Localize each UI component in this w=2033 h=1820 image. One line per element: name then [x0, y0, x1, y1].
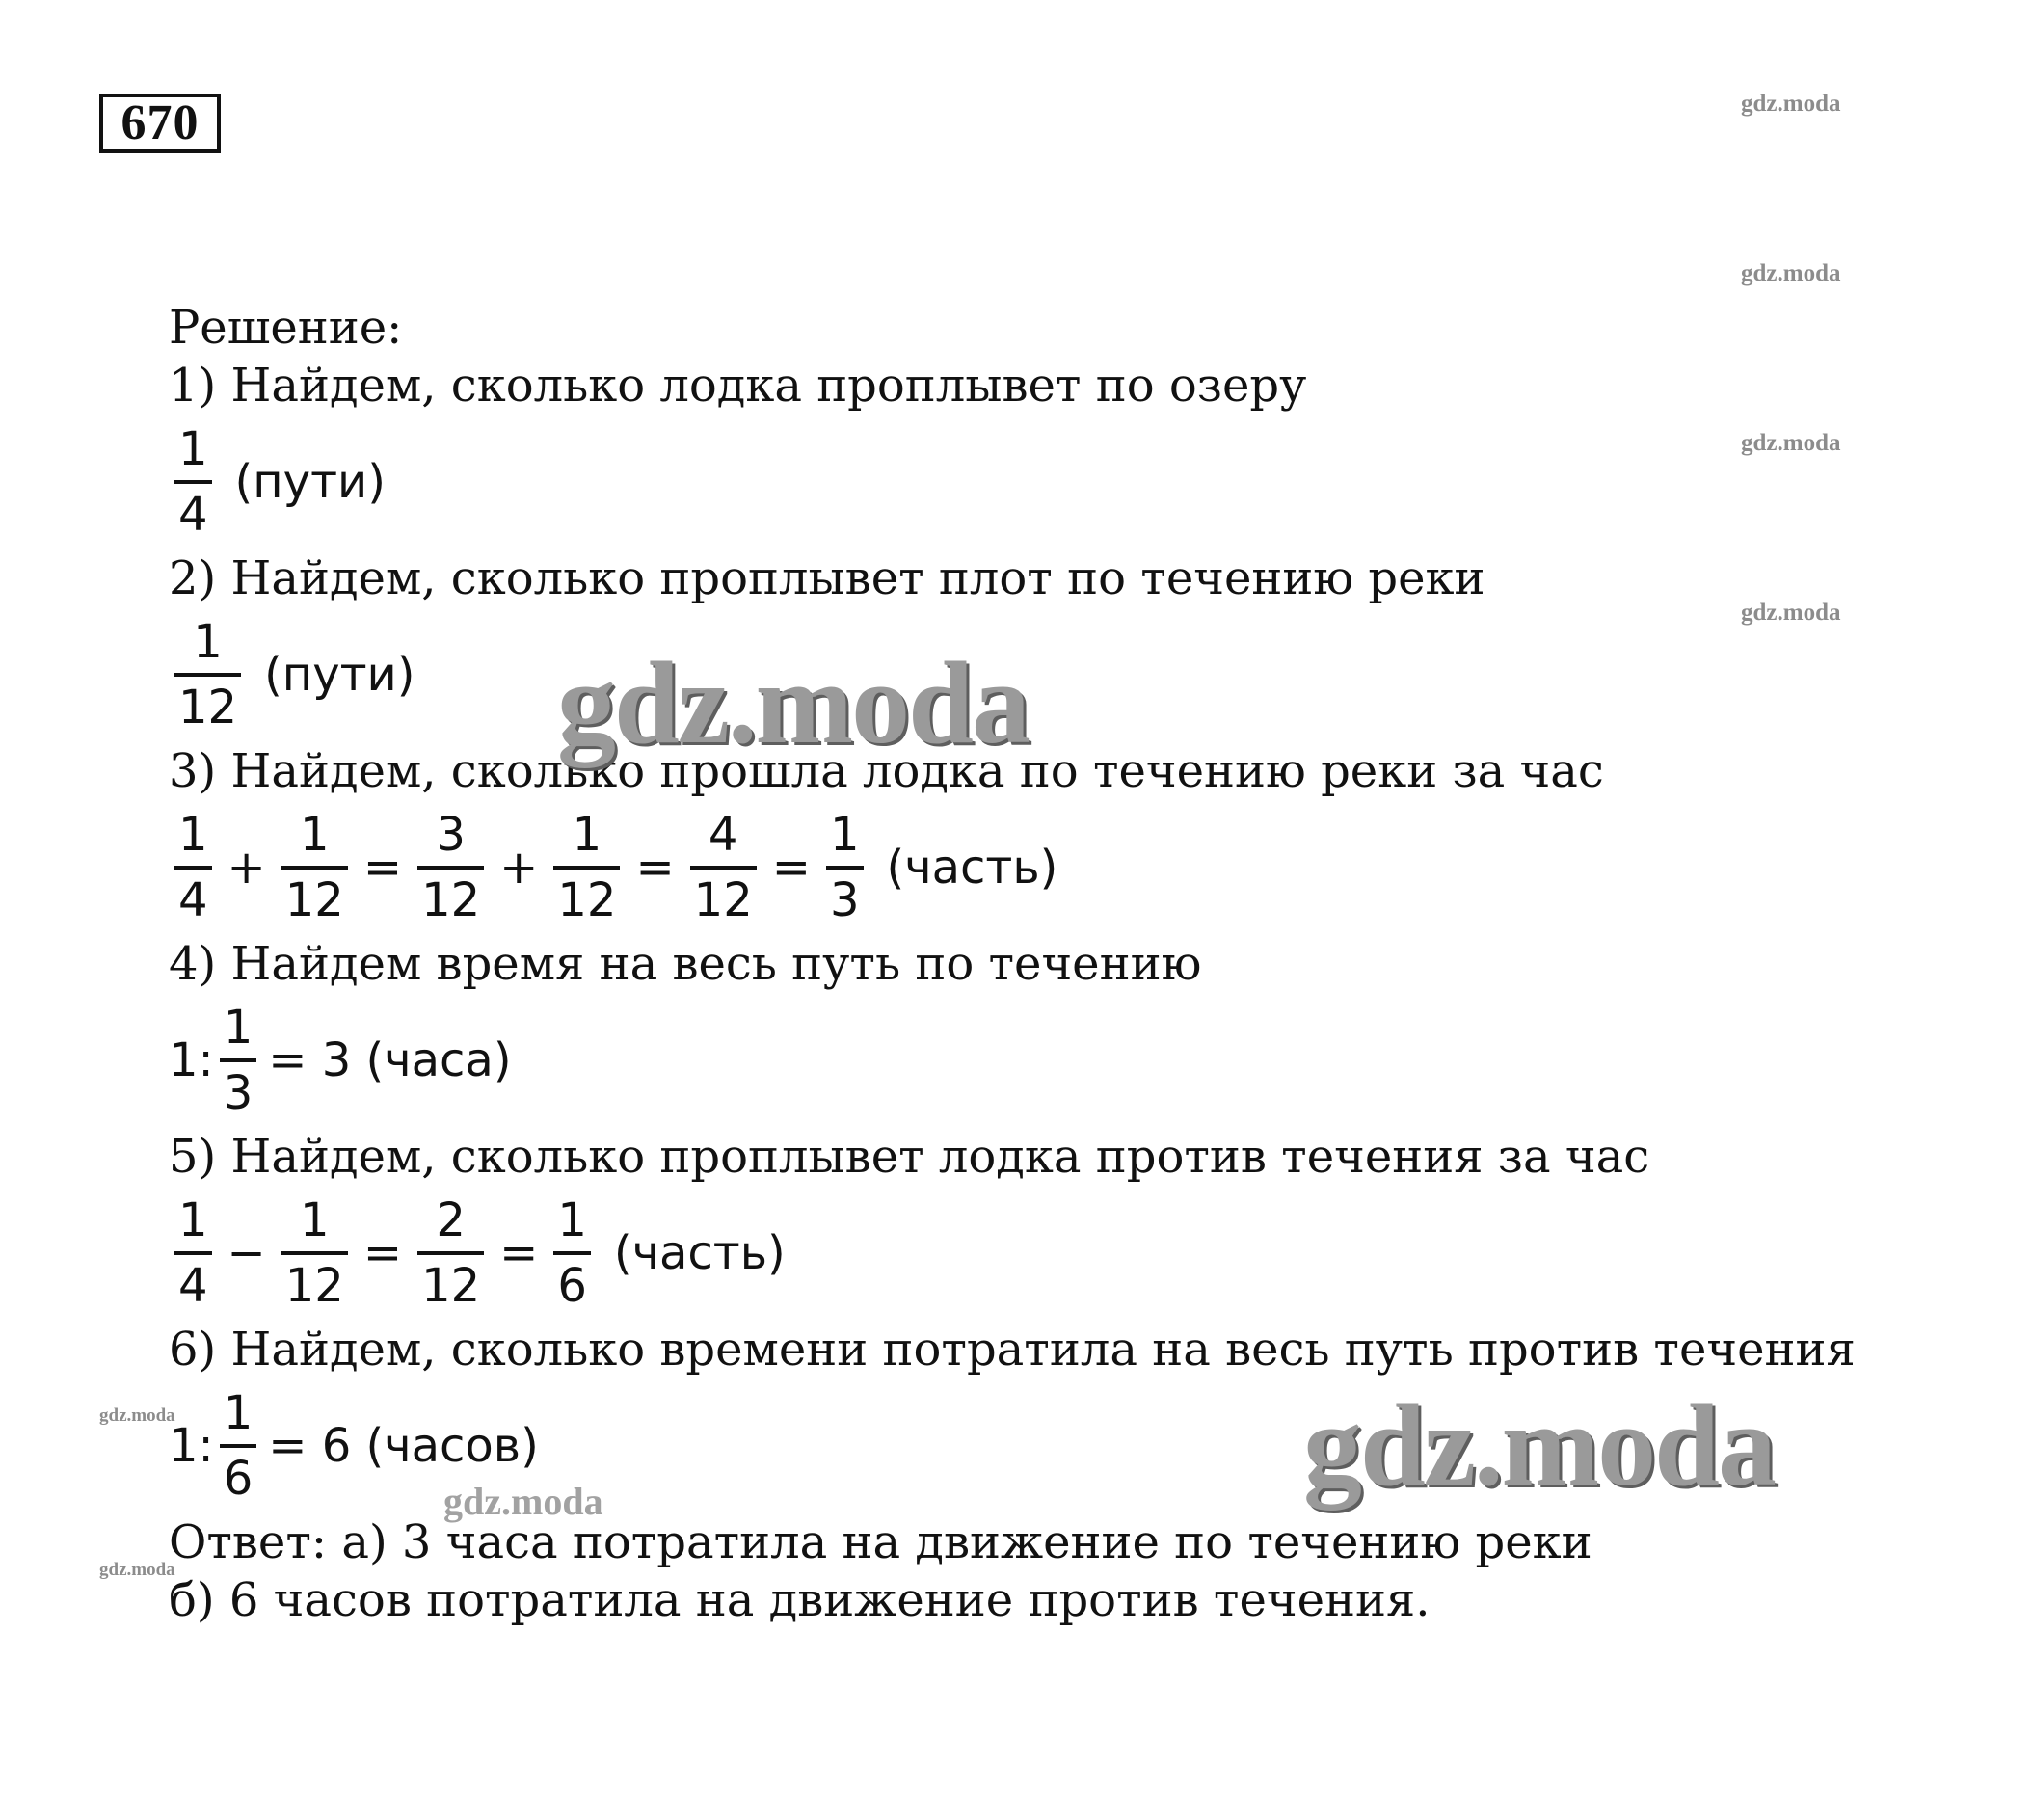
unit-label: (пути) [234, 455, 386, 509]
step-4-expression [169, 993, 2000, 1128]
denominator: 4 [174, 866, 212, 927]
numerator: 1 [829, 808, 860, 862]
fraction [174, 1193, 212, 1313]
fraction [281, 808, 348, 927]
watermark: gdz.moda [1741, 91, 1841, 117]
numerator: 1 [300, 808, 330, 862]
numerator: 1 [178, 422, 208, 476]
step-6-text: 6) Найдем, сколько времени потратила на весь путь против течения [169, 1323, 1856, 1377]
expression-result: = 3 (часа) [268, 1033, 512, 1087]
step-3-expression [169, 800, 2000, 935]
numerator: 1 [300, 1193, 330, 1247]
unit-label: (часть) [613, 1226, 786, 1280]
numerator: 1 [178, 1193, 208, 1247]
numerator: 3 [436, 808, 466, 862]
equals-sign: = [635, 841, 675, 895]
step-2-text: 2) Найдем, сколько проплывет плот по течению реки [169, 551, 1485, 605]
denominator: 12 [174, 673, 241, 735]
numerator: 1 [193, 615, 223, 669]
watermark: gdz.moda [99, 1405, 175, 1426]
expression-lead: 1: [169, 1419, 214, 1473]
denominator: 12 [417, 1251, 484, 1313]
numerator: 2 [436, 1193, 466, 1247]
equals-sign: = [771, 841, 811, 895]
solution-heading: Решение: [169, 301, 403, 355]
fraction [174, 808, 212, 927]
denominator: 4 [174, 480, 212, 542]
watermark: gdz.moda [443, 1480, 603, 1523]
denominator: 12 [553, 866, 620, 927]
answer-a: Ответ: а) 3 часа потратила на движение по течению реки [169, 1515, 1592, 1569]
watermark: gdz.moda [1741, 430, 1841, 456]
step-3-text: 3) Найдем, сколько прошла лодка по течению реки за час [169, 744, 1604, 798]
step-5-expression [169, 1186, 2000, 1321]
step-1-text: 1) Найдем, сколько лодка проплывет по озеру [169, 359, 1307, 413]
numerator: 1 [572, 808, 602, 862]
denominator: 6 [220, 1444, 257, 1506]
step-5-text: 5) Найдем, сколько проплывет лодка против течения за час [169, 1130, 1650, 1184]
unit-label: (пути) [264, 648, 415, 702]
watermark: gdz.moda [1303, 1380, 1775, 1511]
numerator: 1 [557, 1193, 587, 1247]
fraction [417, 1193, 484, 1313]
fraction [220, 1001, 257, 1120]
numerator: 1 [178, 808, 208, 862]
denominator: 12 [281, 866, 348, 927]
expression-lead: 1: [169, 1033, 214, 1087]
equals-sign: = [499, 1226, 539, 1280]
fraction [220, 1386, 257, 1506]
watermark: gdz.moda [557, 638, 1029, 768]
watermark: gdz.moda [99, 1560, 175, 1580]
denominator: 3 [826, 866, 864, 927]
denominator: 3 [220, 1058, 257, 1120]
equals-sign: = [362, 1226, 403, 1280]
watermark: gdz.moda [1741, 600, 1841, 626]
step-1-expression [169, 415, 2000, 549]
operator: + [499, 841, 539, 895]
fraction [174, 422, 212, 542]
numerator: 1 [223, 1386, 254, 1440]
fraction [417, 808, 484, 927]
fraction [826, 808, 864, 927]
numerator: 1 [223, 1001, 254, 1055]
fraction [553, 1193, 591, 1313]
problem-number: 670 [99, 94, 221, 153]
fraction [281, 1193, 348, 1313]
unit-label: (часть) [886, 841, 1058, 895]
denominator: 12 [417, 866, 484, 927]
denominator: 4 [174, 1251, 212, 1313]
operator: − [227, 1226, 266, 1280]
equals-sign: = [362, 841, 403, 895]
denominator: 12 [690, 866, 757, 927]
watermark: gdz.moda [1741, 260, 1841, 286]
fraction [174, 615, 241, 735]
answer-b: б) 6 часов потратила на движение против течения. [169, 1573, 1431, 1627]
denominator: 6 [553, 1251, 591, 1313]
operator: + [227, 841, 266, 895]
step-4-text: 4) Найдем время на весь путь по течению [169, 937, 1202, 991]
fraction [690, 808, 757, 927]
denominator: 12 [281, 1251, 348, 1313]
fraction [553, 808, 620, 927]
step-2-expression [169, 607, 2000, 742]
numerator: 4 [708, 808, 738, 862]
expression-result: = 6 (часов) [268, 1419, 539, 1473]
